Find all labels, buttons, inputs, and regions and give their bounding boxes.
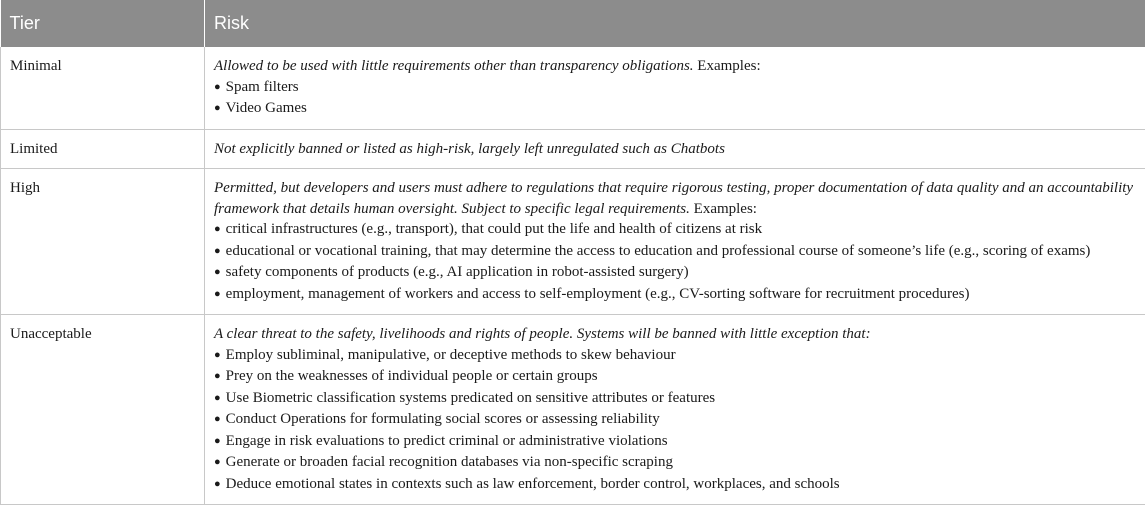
tier-cell: Limited [1, 129, 205, 169]
list-item: ● Spam filters [214, 77, 1137, 99]
list-item: ● Video Games [214, 98, 1137, 120]
example-list [214, 219, 1137, 305]
risk-cell [205, 129, 1145, 169]
risk-description: A clear threat to the safety, livelihoods and rights of people. Systems will be banned with little exception that: [214, 326, 871, 342]
list-item: ● employment, management of workers and access to self-employment (e.g., CV-sorting software for recruitment procedures) [214, 284, 1137, 306]
list-item: ● educational or vocational training, that may determine the access to education and professional course of someone’s life (e.g., scoring of exams) [214, 241, 1137, 263]
list-item: ● Conduct Operations for formulating social scores or assessing reliability [214, 409, 1137, 431]
list-item: ● Engage in risk evaluations to predict criminal or administrative violations [214, 431, 1137, 453]
table-row [1, 47, 1145, 129]
list-item: ● Prey on the weaknesses of individual people or certain groups [214, 366, 1137, 388]
tier-cell: High [1, 169, 205, 315]
risk-cell [205, 47, 1145, 129]
risk-cell [205, 315, 1145, 505]
list-item: ● Generate or broaden facial recognition databases via non-specific scraping [214, 452, 1137, 474]
column-header-tier: Tier [1, 0, 205, 47]
header-row [1, 0, 1145, 47]
risk-description-tail: Examples: [694, 58, 761, 74]
tier-cell: Unacceptable [1, 315, 205, 505]
example-list [214, 345, 1137, 496]
tier-cell: Minimal [1, 47, 205, 129]
list-item: ● Use Biometric classification systems predicated on sensitive attributes or features [214, 388, 1137, 410]
example-list [214, 77, 1137, 120]
column-header-risk: Risk [205, 0, 1145, 47]
list-item: ● critical infrastructures (e.g., transport), that could put the life and health of citizens at risk [214, 219, 1137, 241]
table-row [1, 315, 1145, 505]
risk-description: Permitted, but developers and users must adhere to regulations that require rigorous testing, proper documentation of data quality and an accountability framework that details human oversight. Subject to specific legal requirements. [214, 180, 1133, 217]
list-item: ● Employ subliminal, manipulative, or deceptive methods to skew behaviour [214, 345, 1137, 367]
risk-cell [205, 169, 1145, 315]
risk-description: Allowed to be used with little requirements other than transparency obligations. [214, 58, 694, 74]
list-item: ● safety components of products (e.g., AI application in robot-assisted surgery) [214, 262, 1137, 284]
table-row [1, 129, 1145, 169]
risk-description-tail: Examples: [690, 201, 757, 217]
risk-description: Not explicitly banned or listed as high-risk, largely left unregulated such as Chatbots [214, 141, 725, 157]
list-item: ● Deduce emotional states in contexts such as law enforcement, border control, workplaces, and schools [214, 474, 1137, 496]
table-row [1, 169, 1145, 315]
